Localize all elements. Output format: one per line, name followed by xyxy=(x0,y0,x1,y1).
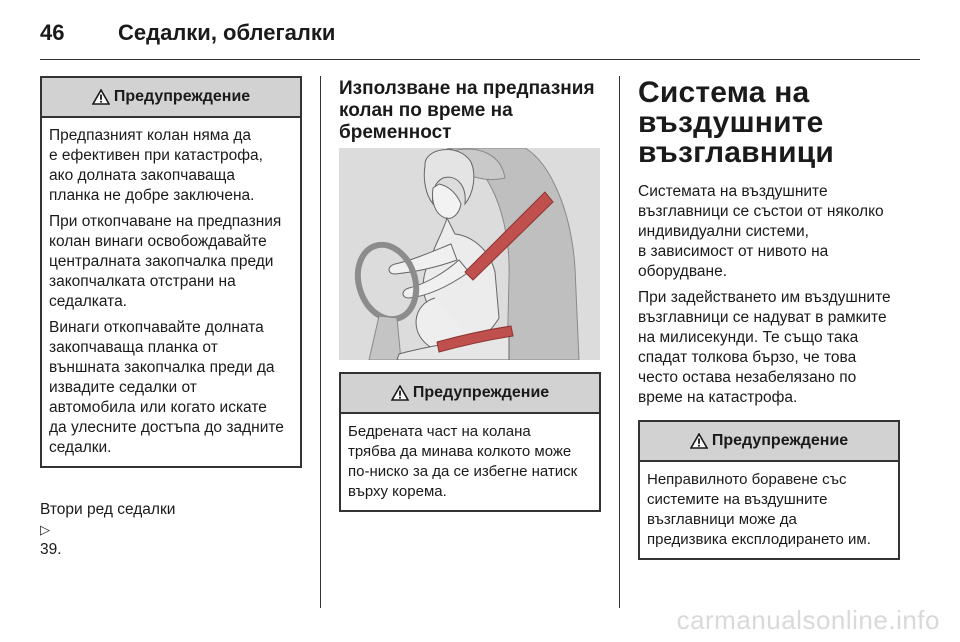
warning-header xyxy=(640,422,898,462)
warning-paragraph: При откопчаване на предпазния колан винаги освобождавайте централната закопчалка преди закопчалката отстрани на седалката. xyxy=(49,213,282,310)
section-heading-pregnancy: Използване на предпазния колан по време на бременност xyxy=(339,78,595,143)
body-paragraph: При задействането им въздушните възглавници се надуват в рамките на милисекунди. Те също така спадат толкова бързо, че това често остава незабелязано по време на катастрофа. xyxy=(638,289,891,406)
warning-box-airbags xyxy=(638,420,900,560)
cross-reference-text: Втори ред седалки xyxy=(40,501,176,518)
warning-triangle-icon xyxy=(391,385,409,401)
page-reference-arrow-icon: ▷ xyxy=(40,522,50,537)
warning-paragraph: Предпазният колан няма да е ефективен при катастрофа, ако долната закопчаваща планка не добре заключена. xyxy=(49,127,263,204)
cross-reference xyxy=(40,480,302,560)
watermark: carmanualsonline.info xyxy=(676,605,940,635)
warning-body xyxy=(640,462,898,558)
warning-header xyxy=(42,78,300,118)
warning-paragraph: Винаги откопчавайте долната закопчаваща планка от външната закопчалка преди да извадите седалки от автомобила или когато искате да улесните достъпа до задните седалки. xyxy=(49,319,284,456)
page-number: 46 xyxy=(40,20,65,45)
column-2 xyxy=(339,76,601,144)
warning-triangle-icon xyxy=(92,89,110,105)
warning-paragraph: Неправилното боравене със системите на въздушните възглавници може да предизвика експлодирането им. xyxy=(647,471,871,548)
column-divider-1 xyxy=(320,76,321,608)
warning-box-pregnancy xyxy=(339,372,601,512)
column-2-warning-wrap xyxy=(339,372,601,512)
warning-header xyxy=(341,374,599,414)
column-1 xyxy=(40,76,302,560)
body-paragraph: Системата на въздушните възглавници се състои от няколко индивидуални системи, в зависимост от нивото на оборудване. xyxy=(638,183,884,280)
column-3 xyxy=(638,76,900,560)
warning-body xyxy=(42,118,300,466)
page-header xyxy=(40,12,920,56)
warning-title: Предупреждение xyxy=(113,88,251,105)
warning-paragraph: Бедрената част на колана трябва да минава колкото може по-ниско за да се избегне натиск върху корема. xyxy=(348,423,578,500)
warning-box-seatbelt xyxy=(40,76,302,468)
warning-title: Предупреждение xyxy=(412,384,550,401)
column-divider-2 xyxy=(619,76,620,608)
header-divider xyxy=(40,59,920,60)
page-title: Седалки, облегалки xyxy=(118,20,336,45)
section-heading-airbags: Система на въздушните възглавници xyxy=(638,76,835,169)
warning-triangle-icon xyxy=(690,433,708,449)
warning-body xyxy=(341,414,599,510)
warning-title: Предупреждение xyxy=(711,432,849,449)
cross-reference-page[interactable]: 39. xyxy=(40,541,62,558)
pregnant-woman-seatbelt-illustration xyxy=(339,148,600,360)
